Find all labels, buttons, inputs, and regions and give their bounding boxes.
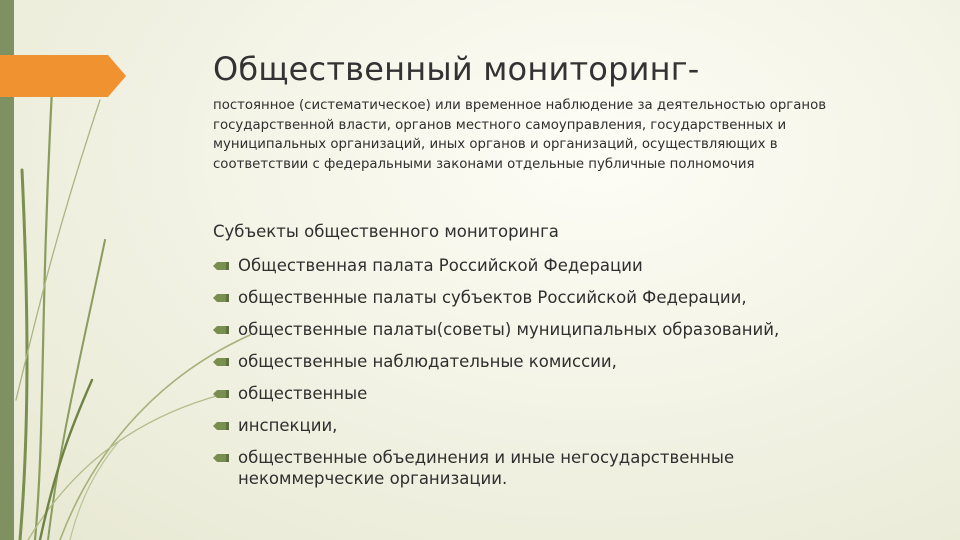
definition-text: постоянное (систематическое) или временное наблюдение за деятельностью органов государственной власти, органов местного самоуправления, государственных и муниципальных организаций, иных органов и организаций, осуществляющих в соответствии с федеральными законами отдельные публичные полномочия xyxy=(213,98,827,172)
list-item xyxy=(213,287,853,308)
list-item-label: инспекции, xyxy=(238,416,338,435)
pencil-icon xyxy=(213,356,229,368)
list-item-label: общественные xyxy=(238,384,368,403)
pencil-icon xyxy=(213,260,229,272)
pencil-icon xyxy=(213,420,229,432)
list-item xyxy=(213,255,853,276)
list-item-label: Общественная палата Российской Федерации xyxy=(238,256,643,275)
pencil-icon xyxy=(213,324,229,336)
list-item xyxy=(213,319,853,340)
slide-title: Общественный мониторинг- xyxy=(213,50,700,88)
pencil-icon xyxy=(213,452,229,464)
list-item-label: общественные объединения и иные негосударственные некоммерческие организации. xyxy=(238,448,735,488)
title-accent-tab xyxy=(0,55,126,97)
list-item xyxy=(213,415,853,436)
list-item xyxy=(213,351,853,372)
list-item-label: общественные палаты(советы) муниципальных образований, xyxy=(238,320,780,339)
subjects-heading: Субъекты общественного мониторинга xyxy=(213,222,559,241)
list-item xyxy=(213,383,853,404)
pencil-icon xyxy=(213,292,229,304)
pencil-icon xyxy=(213,388,229,400)
list-item-label: общественные наблюдательные комиссии, xyxy=(238,352,617,371)
list-item xyxy=(213,447,853,489)
list-item-label: общественные палаты субъектов Российской Федерации, xyxy=(238,288,747,307)
